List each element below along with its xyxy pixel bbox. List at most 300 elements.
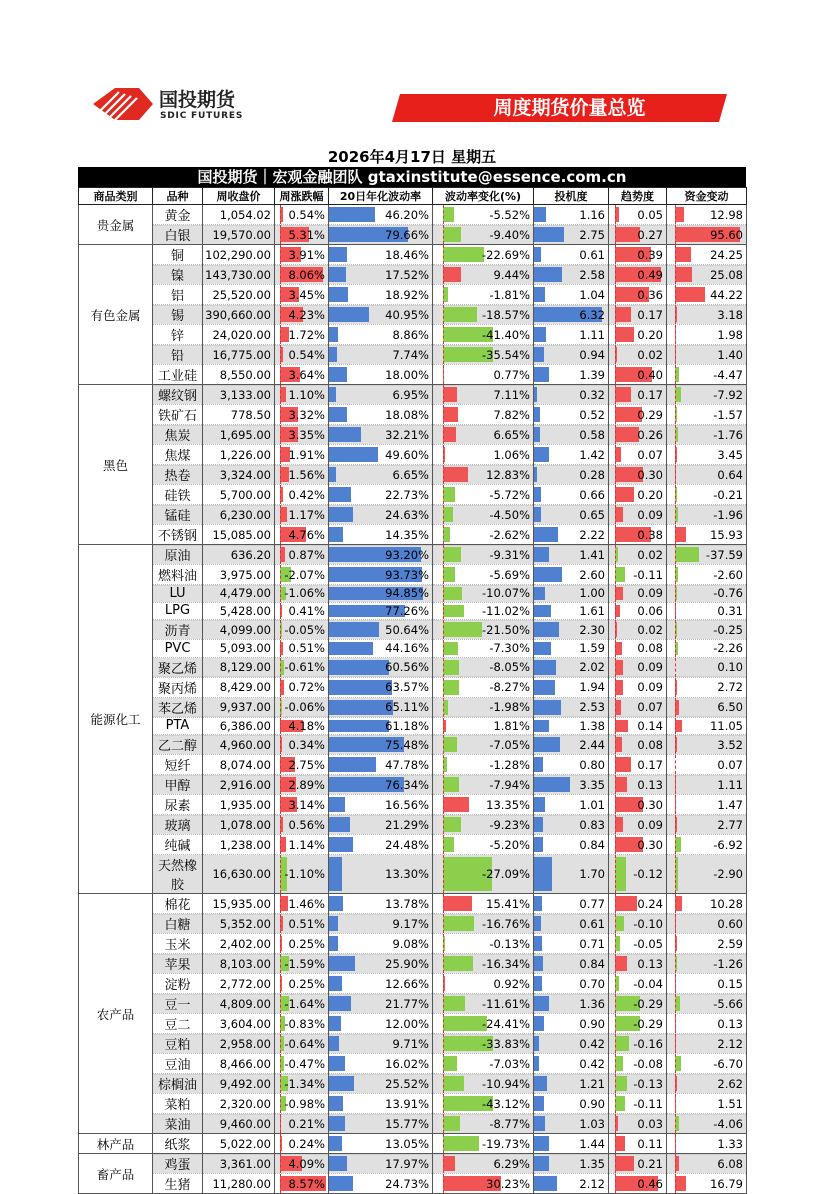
spec-value: 1.38 <box>534 719 608 733</box>
fund-cell <box>667 795 747 815</box>
vol-cell <box>329 1054 433 1074</box>
commodity-name: 豆粕 <box>153 1034 203 1054</box>
volchg-cell <box>433 285 534 305</box>
table-row <box>79 465 747 485</box>
volchg-cell <box>433 1154 534 1174</box>
table-row <box>79 755 747 775</box>
chg-value: 0.87% <box>275 548 328 562</box>
fund-cell <box>667 205 747 225</box>
commodity-name: 燃料油 <box>153 565 203 585</box>
vol-cell <box>329 677 433 697</box>
close-price: 8,550.00 <box>203 365 275 385</box>
chg-value: -1.10% <box>275 867 328 881</box>
volchg-value: 0.77% <box>433 368 533 382</box>
spec-value: 1.11 <box>534 328 608 342</box>
trend-value: 0.09 <box>609 680 666 694</box>
fund-cell <box>667 717 747 735</box>
spec-cell <box>534 954 609 974</box>
spec-cell <box>534 697 609 717</box>
spec-cell <box>534 225 609 245</box>
trend-value: -0.29 <box>609 1017 666 1031</box>
volchg-cell <box>433 657 534 677</box>
fund-value: 0.60 <box>667 917 746 931</box>
fund-cell <box>667 914 747 934</box>
commodity-name: 沥青 <box>153 620 203 640</box>
title-banner <box>392 94 727 122</box>
chg-cell <box>275 1074 329 1094</box>
trend-cell <box>609 405 667 425</box>
chg-value: 8.57% <box>275 1177 328 1191</box>
spec-cell <box>534 1154 609 1174</box>
vol-cell <box>329 735 433 755</box>
vol-value: 12.00% <box>329 1017 432 1031</box>
vol-value: 17.52% <box>329 268 432 282</box>
spec-value: 0.42 <box>534 1037 608 1051</box>
vol-cell <box>329 445 433 465</box>
volchg-cell <box>433 815 534 835</box>
chg-cell <box>275 425 329 445</box>
commodity-name: 豆油 <box>153 1054 203 1074</box>
chg-value: 0.34% <box>275 738 328 752</box>
fund-value: 2.72 <box>667 680 746 694</box>
fund-cell <box>667 385 747 405</box>
trend-cell <box>609 855 667 894</box>
volchg-value: -24.41% <box>433 1017 533 1031</box>
fund-value: -5.66 <box>667 997 746 1011</box>
volchg-value: -9.23% <box>433 818 533 832</box>
volchg-cell <box>433 934 534 954</box>
spec-value: 0.83 <box>534 818 608 832</box>
trend-value: 0.08 <box>609 738 666 752</box>
vol-cell <box>329 565 433 585</box>
fund-cell <box>667 755 747 775</box>
trend-value: 0.20 <box>609 488 666 502</box>
trend-value: -0.11 <box>609 568 666 582</box>
spec-cell <box>534 717 609 735</box>
trend-value: 0.08 <box>609 641 666 655</box>
trend-value: -0.16 <box>609 1037 666 1051</box>
commodity-name: 螺纹钢 <box>153 385 203 405</box>
vol-cell <box>329 465 433 485</box>
close-price: 4,809.00 <box>203 994 275 1014</box>
trend-cell <box>609 425 667 445</box>
vol-value: 93.73% <box>329 568 432 582</box>
spec-cell <box>534 465 609 485</box>
volchg-value: 30.23% <box>433 1177 533 1191</box>
commodity-name: 铅 <box>153 345 203 365</box>
volchg-value: -16.76% <box>433 917 533 931</box>
commodity-name: 棕榈油 <box>153 1074 203 1094</box>
chg-value: 1.72% <box>275 328 328 342</box>
header-cell: 波动率变化(%) <box>433 188 534 205</box>
table-row <box>79 795 747 815</box>
trend-cell <box>609 640 667 658</box>
close-price: 19,570.00 <box>203 225 275 245</box>
trend-cell <box>609 345 667 365</box>
close-price: 5,700.00 <box>203 485 275 505</box>
volchg-cell <box>433 894 534 914</box>
vol-value: 60.56% <box>329 660 432 674</box>
close-price: 778.50 <box>203 405 275 425</box>
trend-cell <box>609 1054 667 1074</box>
close-price: 4,099.00 <box>203 620 275 640</box>
fund-value: 1.47 <box>667 798 746 812</box>
spec-value: 0.71 <box>534 937 608 951</box>
volchg-value: 6.65% <box>433 428 533 442</box>
fund-cell <box>667 1154 747 1174</box>
volchg-value: 6.29% <box>433 1157 533 1171</box>
volchg-cell <box>433 914 534 934</box>
chg-value: -0.61% <box>275 660 328 674</box>
volchg-cell <box>433 974 534 994</box>
spec-cell <box>534 405 609 425</box>
volchg-cell <box>433 775 534 795</box>
volchg-value: -19.73% <box>433 1137 533 1151</box>
chg-value: 8.06% <box>275 268 328 282</box>
trend-value: -0.13 <box>609 1077 666 1091</box>
close-price: 2,402.00 <box>203 934 275 954</box>
fund-value: -2.60 <box>667 568 746 582</box>
trend-value: 0.13 <box>609 957 666 971</box>
table-row <box>79 1114 747 1134</box>
trend-cell <box>609 657 667 677</box>
volchg-value: -11.61% <box>433 997 533 1011</box>
vol-value: 9.71% <box>329 1037 432 1051</box>
spec-value: 0.80 <box>534 758 608 772</box>
trend-value: 0.17 <box>609 388 666 402</box>
volchg-cell <box>433 1114 534 1134</box>
trend-value: -0.04 <box>609 977 666 991</box>
volchg-cell <box>433 425 534 445</box>
fund-cell <box>667 525 747 545</box>
close-price: 16,775.00 <box>203 345 275 365</box>
commodity-name: LU <box>153 585 203 603</box>
volchg-cell <box>433 545 534 565</box>
volchg-cell <box>433 205 534 225</box>
commodity-name: 聚乙烯 <box>153 657 203 677</box>
vol-cell <box>329 795 433 815</box>
close-price: 1,078.00 <box>203 815 275 835</box>
trend-value: 0.05 <box>609 208 666 222</box>
trend-value: 0.09 <box>609 660 666 674</box>
vol-value: 25.90% <box>329 957 432 971</box>
vol-value: 25.52% <box>329 1077 432 1091</box>
vol-value: 16.02% <box>329 1057 432 1071</box>
fund-cell <box>667 505 747 525</box>
chg-cell <box>275 914 329 934</box>
volchg-value: -1.81% <box>433 288 533 302</box>
close-price: 2,916.00 <box>203 775 275 795</box>
spec-cell <box>534 445 609 465</box>
header-cell: 周涨跌幅 <box>275 188 329 205</box>
fund-cell <box>667 620 747 640</box>
spec-value: 0.58 <box>534 428 608 442</box>
spec-cell <box>534 1074 609 1094</box>
trend-value: 0.07 <box>609 700 666 714</box>
trend-value: 0.30 <box>609 798 666 812</box>
table-row <box>79 602 747 620</box>
vol-cell <box>329 1174 433 1194</box>
trend-cell <box>609 775 667 795</box>
chg-value: 1.56% <box>275 468 328 482</box>
spec-value: 2.44 <box>534 738 608 752</box>
fund-value: -6.70 <box>667 1057 746 1071</box>
trend-cell <box>609 1074 667 1094</box>
trend-cell <box>609 265 667 285</box>
volchg-cell <box>433 735 534 755</box>
spec-value: 0.61 <box>534 248 608 262</box>
chg-value: -2.07% <box>275 568 328 582</box>
header-cell: 投机度 <box>534 188 609 205</box>
category-cell: 林产品 <box>79 1134 153 1154</box>
chg-cell <box>275 1014 329 1034</box>
vol-value: 94.85% <box>329 586 432 600</box>
fund-cell <box>667 697 747 717</box>
volchg-value: 12.83% <box>433 468 533 482</box>
volchg-cell <box>433 1034 534 1054</box>
table-body <box>79 205 747 1194</box>
table-row <box>79 677 747 697</box>
fund-value: -1.76 <box>667 428 746 442</box>
chg-cell <box>275 602 329 620</box>
trend-value: -0.11 <box>609 1097 666 1111</box>
vol-cell <box>329 225 433 245</box>
volchg-value: -18.57% <box>433 308 533 322</box>
chg-value: -1.06% <box>275 586 328 600</box>
volchg-value: -2.62% <box>433 528 533 542</box>
fund-value: -4.47 <box>667 368 746 382</box>
trend-cell <box>609 954 667 974</box>
spec-cell <box>534 755 609 775</box>
chg-cell <box>275 565 329 585</box>
spec-value: 0.32 <box>534 388 608 402</box>
chg-value: 0.56% <box>275 818 328 832</box>
table-row <box>79 954 747 974</box>
chg-cell <box>275 545 329 565</box>
fund-cell <box>667 1014 747 1034</box>
vol-cell <box>329 954 433 974</box>
fund-cell <box>667 465 747 485</box>
vol-cell <box>329 1034 433 1054</box>
trend-cell <box>609 445 667 465</box>
commodity-name: 苯乙烯 <box>153 697 203 717</box>
chg-cell <box>275 385 329 405</box>
trend-value: 0.07 <box>609 448 666 462</box>
table-row <box>79 425 747 445</box>
trend-value: 0.20 <box>609 328 666 342</box>
spec-value: 0.90 <box>534 1097 608 1111</box>
commodity-name: 豆一 <box>153 994 203 1014</box>
fund-cell <box>667 855 747 894</box>
chg-value: 1.10% <box>275 388 328 402</box>
table-row <box>79 994 747 1014</box>
close-price: 3,324.00 <box>203 465 275 485</box>
spec-value: 1.21 <box>534 1077 608 1091</box>
volchg-value: -11.02% <box>433 604 533 618</box>
trend-value: 0.24 <box>609 897 666 911</box>
volchg-value: 9.44% <box>433 268 533 282</box>
table-row <box>79 525 747 545</box>
chg-value: -0.98% <box>275 1097 328 1111</box>
table-row <box>79 894 747 914</box>
report-date: 2026年4月17日 星期五 <box>78 146 746 167</box>
chg-cell <box>275 525 329 545</box>
volchg-value: -27.09% <box>433 867 533 881</box>
vol-value: 6.95% <box>329 388 432 402</box>
chg-value: 3.64% <box>275 368 328 382</box>
commodity-name: 白银 <box>153 225 203 245</box>
commodity-name: 热卷 <box>153 465 203 485</box>
fund-cell <box>667 815 747 835</box>
vol-cell <box>329 485 433 505</box>
spec-cell <box>534 602 609 620</box>
trend-cell <box>609 1094 667 1114</box>
trend-cell <box>609 602 667 620</box>
chg-cell <box>275 285 329 305</box>
chg-cell <box>275 305 329 325</box>
fund-value: -2.26 <box>667 641 746 655</box>
fund-cell <box>667 934 747 954</box>
volchg-value: -41.40% <box>433 328 533 342</box>
commodity-name: 天然橡胶 <box>153 855 203 894</box>
chg-cell <box>275 894 329 914</box>
fund-value: -0.21 <box>667 488 746 502</box>
commodity-name: 玉米 <box>153 934 203 954</box>
close-price: 4,479.00 <box>203 585 275 603</box>
fund-value: -0.76 <box>667 586 746 600</box>
table-row <box>79 1174 747 1194</box>
volchg-value: -9.31% <box>433 548 533 562</box>
chg-cell <box>275 815 329 835</box>
close-price: 9,492.00 <box>203 1074 275 1094</box>
commodity-name: 黄金 <box>153 205 203 225</box>
vol-cell <box>329 545 433 565</box>
vol-cell <box>329 385 433 405</box>
table-row <box>79 620 747 640</box>
chg-value: 0.41% <box>275 604 328 618</box>
commodity-name: 焦炭 <box>153 425 203 445</box>
chg-cell <box>275 954 329 974</box>
volchg-value: 15.41% <box>433 897 533 911</box>
vol-cell <box>329 285 433 305</box>
fund-cell <box>667 1134 747 1154</box>
spec-value: 1.01 <box>534 798 608 812</box>
trend-value: 0.30 <box>609 838 666 852</box>
spec-value: 6.32 <box>534 308 608 322</box>
volchg-value: -43.12% <box>433 1097 533 1111</box>
volchg-value: 7.11% <box>433 388 533 402</box>
vol-cell <box>329 620 433 640</box>
vol-value: 40.95% <box>329 308 432 322</box>
table-row <box>79 934 747 954</box>
vol-cell <box>329 855 433 894</box>
vol-cell <box>329 365 433 385</box>
chg-value: 0.42% <box>275 488 328 502</box>
trend-value: 0.40 <box>609 368 666 382</box>
close-price: 8,466.00 <box>203 1054 275 1074</box>
fund-value: 0.13 <box>667 1017 746 1031</box>
spec-cell <box>534 585 609 603</box>
trend-value: 0.02 <box>609 623 666 637</box>
fund-value: -1.57 <box>667 408 746 422</box>
volchg-value: -7.03% <box>433 1057 533 1071</box>
fund-value: 1.51 <box>667 1097 746 1111</box>
fund-cell <box>667 735 747 755</box>
trend-cell <box>609 305 667 325</box>
table-row <box>79 835 747 855</box>
fund-value: 2.62 <box>667 1077 746 1091</box>
spec-value: 1.94 <box>534 680 608 694</box>
chg-value: 5.31% <box>275 228 328 242</box>
category-cell: 畜产品 <box>79 1154 153 1194</box>
fund-cell <box>667 1054 747 1074</box>
close-price: 2,772.00 <box>203 974 275 994</box>
chg-value: 0.25% <box>275 977 328 991</box>
trend-cell <box>609 205 667 225</box>
vol-value: 13.91% <box>329 1097 432 1111</box>
vol-cell <box>329 1154 433 1174</box>
chg-value: 3.45% <box>275 288 328 302</box>
chg-cell <box>275 485 329 505</box>
vol-value: 44.16% <box>329 641 432 655</box>
fund-cell <box>667 602 747 620</box>
spec-value: 0.84 <box>534 838 608 852</box>
volchg-value: -1.98% <box>433 700 533 714</box>
category-cell: 有色金属 <box>79 245 153 385</box>
volchg-cell <box>433 365 534 385</box>
spec-cell <box>534 285 609 305</box>
vol-value: 65.11% <box>329 700 432 714</box>
trend-cell <box>609 835 667 855</box>
chg-cell <box>275 677 329 697</box>
close-price: 1,226.00 <box>203 445 275 465</box>
table-row <box>79 1054 747 1074</box>
volchg-value: -5.72% <box>433 488 533 502</box>
volchg-cell <box>433 677 534 697</box>
fund-cell <box>667 894 747 914</box>
fund-cell <box>667 565 747 585</box>
fund-cell <box>667 1174 747 1194</box>
table-row <box>79 485 747 505</box>
chg-value: 4.76% <box>275 528 328 542</box>
volchg-cell <box>433 717 534 735</box>
trend-value: 0.13 <box>609 778 666 792</box>
table-row <box>79 735 747 755</box>
spec-value: 1.59 <box>534 641 608 655</box>
chg-cell <box>275 697 329 717</box>
fund-cell <box>667 545 747 565</box>
trend-cell <box>609 245 667 265</box>
chg-value: 0.25% <box>275 937 328 951</box>
spec-value: 2.58 <box>534 268 608 282</box>
volchg-cell <box>433 1014 534 1034</box>
logo-cn-text: 国投期货 <box>159 88 236 111</box>
chg-value: 0.21% <box>275 1117 328 1131</box>
spec-value: 1.70 <box>534 867 608 881</box>
vol-cell <box>329 894 433 914</box>
commodity-name: 铁矿石 <box>153 405 203 425</box>
chg-cell <box>275 775 329 795</box>
chg-cell <box>275 620 329 640</box>
vol-value: 75.48% <box>329 738 432 752</box>
spec-cell <box>534 640 609 658</box>
vol-value: 12.66% <box>329 977 432 991</box>
volchg-cell <box>433 245 534 265</box>
volchg-value: -16.34% <box>433 957 533 971</box>
spec-cell <box>534 505 609 525</box>
spec-value: 1.41 <box>534 548 608 562</box>
vol-value: 93.20% <box>329 548 432 562</box>
